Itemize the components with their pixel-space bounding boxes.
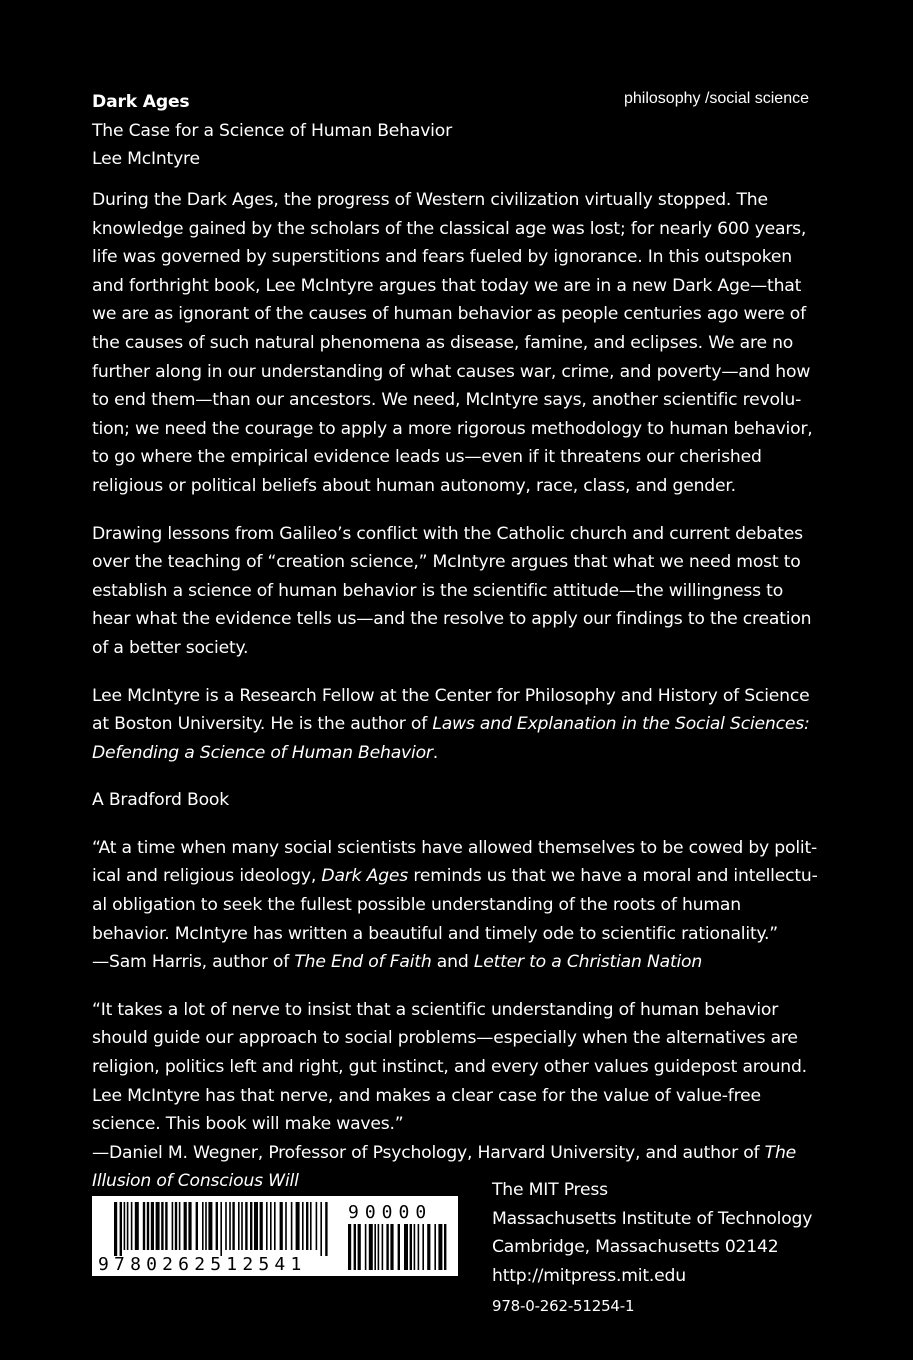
text-line: we are as ignorant of the causes of human behavior as people centuries ago were of	[92, 304, 806, 325]
barcode-bar	[124, 1202, 126, 1250]
barcode-graphic	[92, 1196, 458, 1276]
barcode-bar	[179, 1202, 181, 1250]
book-header	[92, 88, 572, 174]
barcode-bar	[369, 1224, 373, 1270]
quote-attribution	[92, 948, 852, 977]
barcode-bar	[434, 1224, 436, 1270]
text-line: Lee McIntyre has that nerve, and makes a clear case for the value of value-free	[92, 1085, 761, 1106]
book-title-italic: The	[764, 1142, 797, 1163]
barcode-bar	[250, 1202, 252, 1250]
barcode-bar	[316, 1202, 318, 1250]
barcode-bar	[410, 1224, 412, 1270]
book-title-italic: Illusion of Conscious Will	[92, 1171, 299, 1192]
text-line: Drawing lessons from Galileo’s conflict with the Catholic church and current debates	[92, 523, 803, 544]
text-line: Lee McIntyre is a Research Fellow at the Center for Philosophy and History of Science	[92, 685, 810, 706]
text-line: life was governed by superstitions and fears fueled by ignorance. In this outspoken	[92, 247, 792, 268]
text-span: ical and religious ideology,	[92, 866, 322, 887]
barcode-bar	[274, 1202, 276, 1250]
barcode-bar	[296, 1202, 300, 1250]
text-line	[92, 710, 852, 739]
text-span: and	[431, 952, 474, 973]
barcode-bar	[143, 1202, 145, 1250]
book-title-italic: Laws and Explanation in the Social Sciences:	[432, 714, 810, 735]
barcode-bar	[120, 1202, 122, 1256]
text-line	[92, 739, 852, 768]
barcode-bar	[260, 1202, 263, 1250]
isbn-text: 978-0-262-51254-1	[492, 1297, 635, 1315]
publisher-institute: Massachusetts Institute of Technology	[492, 1208, 813, 1229]
text-line: knowledge gained by the scholars of the classical age was lost; for nearly 600 years,	[92, 218, 807, 239]
barcode-addon-number: 90000	[348, 1202, 433, 1223]
barcode-bar	[208, 1202, 212, 1250]
barcode-bar	[114, 1202, 117, 1256]
text-span: —Daniel M. Wegner, Professor of Psychology, Harvard University, and author of	[92, 1142, 765, 1163]
barcode-bar	[165, 1202, 167, 1250]
barcode-bar	[302, 1202, 304, 1250]
description-paragraph-2	[92, 520, 852, 663]
barcode-bar	[184, 1202, 187, 1250]
barcode-bar	[216, 1202, 218, 1250]
book-description	[92, 186, 852, 1215]
barcode-bar	[444, 1224, 446, 1270]
barcode-bar	[135, 1202, 139, 1250]
endorsement-quote-1	[92, 834, 852, 977]
barcode-bar	[354, 1224, 356, 1270]
barcode-bar	[398, 1224, 400, 1270]
text-line: to end them—than our ancestors. We need, McIntyre says, another scientific revolu-	[92, 390, 802, 411]
text-span: reminds us that we have a moral and intellectu-	[408, 866, 818, 887]
barcode-bar	[382, 1224, 384, 1270]
barcode-bar	[390, 1224, 393, 1270]
quote-attribution	[92, 1139, 852, 1168]
barcode-bar	[306, 1202, 308, 1250]
endorsement-quote-2	[92, 996, 852, 1196]
text-line: should guide our approach to social problems—especially when the alternatives are	[92, 1028, 798, 1049]
barcode-bars	[114, 1202, 328, 1256]
barcode-bar	[280, 1202, 283, 1250]
barcode-bar	[238, 1202, 240, 1250]
publisher-name: The MIT Press	[492, 1180, 608, 1200]
barcode-bar	[151, 1202, 154, 1250]
text-line: the causes of such natural phenomena as disease, famine, and eclipses. We are no	[92, 332, 794, 353]
barcode-bar	[320, 1202, 322, 1256]
barcode-bar	[270, 1202, 272, 1250]
barcode-bar	[232, 1202, 234, 1250]
text-line: to go where the empirical evidence leads us—even if it threatens our cherished	[92, 447, 762, 468]
barcode-bar	[386, 1224, 388, 1270]
book-author: Lee McIntyre	[92, 149, 200, 170]
book-subtitle: The Case for a Science of Human Behavior	[92, 120, 452, 141]
barcode-bar	[196, 1202, 198, 1250]
barcode-bar	[365, 1224, 367, 1270]
book-title-italic: Letter to a Christian Nation	[473, 952, 703, 973]
barcode-bar	[188, 1202, 191, 1250]
barcode-number: 9780262512541	[98, 1254, 307, 1275]
barcode-bar	[438, 1224, 442, 1270]
barcode-addon-bars	[348, 1224, 446, 1270]
barcode-bar	[427, 1224, 430, 1270]
text-line: religious or political beliefs about human autonomy, race, class, and gender.	[92, 475, 736, 496]
barcode-bar	[418, 1224, 420, 1270]
text-line: hear what the evidence tells us—and the resolve to apply our findings to the creation	[92, 609, 812, 630]
text-line: “At a time when many social scientists have allowed themselves to be cowed by polit-	[92, 837, 818, 858]
barcode-bar	[374, 1224, 376, 1270]
barcode-bar	[175, 1202, 177, 1250]
barcode-bar	[245, 1202, 247, 1250]
text-line: religion, politics left and right, gut instinct, and every other values guidepost around.	[92, 1057, 807, 1078]
barcode-bar	[205, 1202, 207, 1250]
text-line: During the Dark Ages, the progress of Western civilization virtually stopped. The	[92, 190, 768, 210]
barcode-bar	[131, 1202, 133, 1250]
barcode-bar	[172, 1202, 174, 1250]
barcode-bar	[310, 1202, 312, 1250]
text-line: of a better society.	[92, 637, 249, 658]
barcode-bar	[127, 1202, 129, 1250]
barcode-bar	[202, 1202, 204, 1250]
barcode-bar	[220, 1202, 222, 1256]
description-paragraph-1	[92, 186, 852, 501]
barcode-bar	[266, 1202, 268, 1250]
text-line: further along in our understanding of what causes war, crime, and poverty—and how	[92, 361, 811, 382]
text-line: science. This book will make waves.”	[92, 1114, 404, 1135]
barcode-bar	[358, 1224, 361, 1270]
barcode-bar	[241, 1202, 243, 1250]
publisher-city: Cambridge, Massachusetts 02142	[492, 1237, 779, 1258]
barcode-bar	[254, 1202, 258, 1250]
category-label: philosophy /social science	[624, 90, 809, 107]
barcode-bar	[291, 1202, 293, 1250]
book-title-italic: Dark Ages	[321, 866, 409, 887]
barcode-bar	[414, 1224, 416, 1270]
text-line: establish a science of human behavior is the scientific attitude—the willingness to	[92, 580, 784, 601]
barcode-bar	[225, 1202, 227, 1250]
text-span: .	[432, 742, 439, 763]
text-line: al obligation to seek the fullest possible understanding of the roots of human	[92, 895, 741, 916]
book-title-italic: The End of Faith	[294, 952, 432, 973]
barcode-bar	[404, 1224, 408, 1270]
book-title: Dark Ages	[92, 92, 190, 112]
text-span: —Sam Harris, author of	[92, 952, 295, 973]
text-line: over the teaching of “creation science,” McIntyre argues that what we need most to	[92, 552, 801, 573]
publisher-url: http://mitpress.mit.edu	[492, 1265, 686, 1286]
isbn-barcode	[92, 1196, 458, 1276]
barcode-bar	[229, 1202, 231, 1250]
author-bio	[92, 682, 852, 768]
publisher-info	[492, 1176, 872, 1290]
barcode-bar	[325, 1202, 327, 1256]
text-line: behavior. McIntyre has written a beautiful and timely ode to scientific rationality.”	[92, 923, 778, 944]
imprint	[92, 786, 852, 815]
text-span: at Boston University. He is the author of	[92, 714, 433, 735]
barcode-bar	[285, 1202, 287, 1250]
barcode-bar	[156, 1202, 160, 1250]
imprint-label: A Bradford Book	[92, 790, 230, 811]
text-line: and forthright book, Lee McIntyre argues that today we are in a new Dark Age—that	[92, 275, 802, 296]
barcode-bar	[378, 1224, 380, 1270]
book-title-italic: Defending a Science of Human Behavior	[92, 742, 433, 763]
text-line	[92, 862, 852, 891]
barcode-bar	[422, 1224, 424, 1270]
text-line: “It takes a lot of nerve to insist that a scientific understanding of human behavior	[92, 999, 779, 1020]
barcode-bar	[161, 1202, 163, 1250]
barcode-bar	[348, 1224, 351, 1270]
barcode-bar	[147, 1202, 149, 1250]
text-line: tion; we need the courage to apply a more rigorous methodology to human behavior,	[92, 418, 813, 439]
